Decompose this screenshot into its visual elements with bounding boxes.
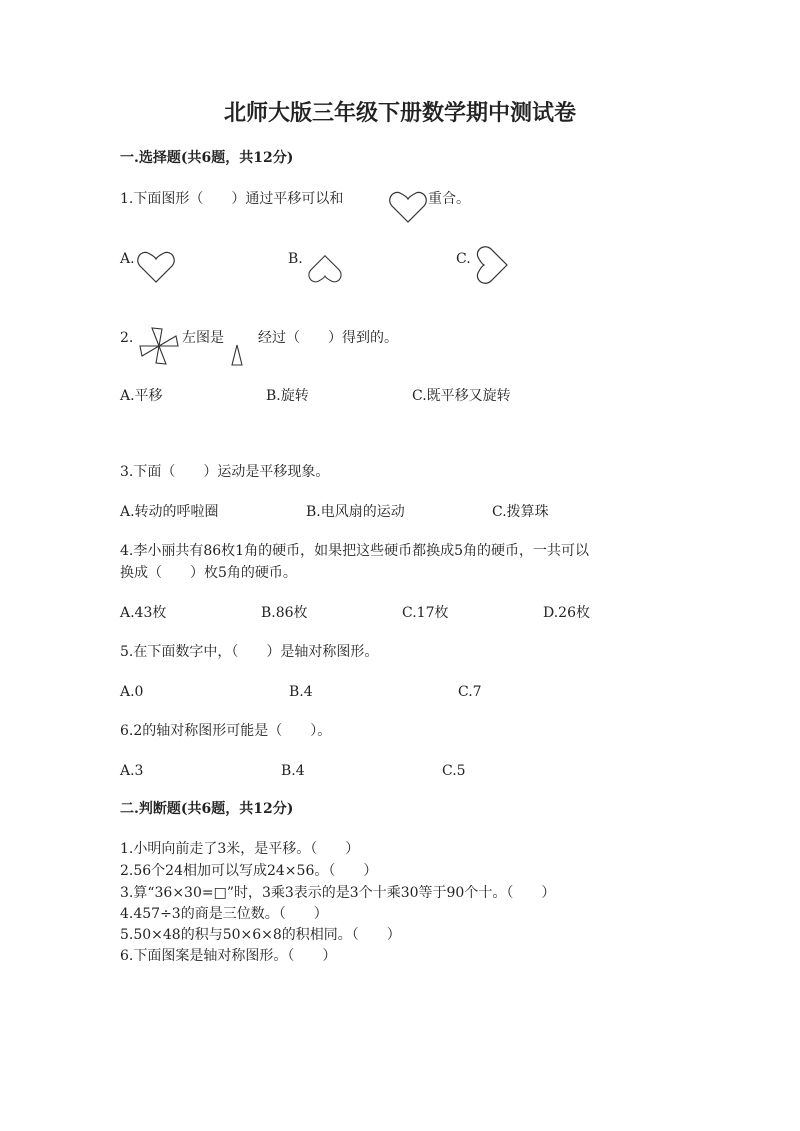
q6-option-b[interactable]: B.4 xyxy=(281,763,305,779)
section2-heading: 二.判断题(共6题，共12分) xyxy=(120,801,294,817)
q3-option-c[interactable]: C.拨算珠 xyxy=(492,504,549,520)
q1-option-b[interactable]: B. xyxy=(288,251,303,267)
q4-text-line1: 4.李小丽共有86枚1角的硬币，如果把这些硬币都换成5角的硬币，一共可以 xyxy=(120,543,589,559)
q5-option-a[interactable]: A.0 xyxy=(120,684,144,700)
q5-text: 5.在下面数字中，（ ）是轴对称图形。 xyxy=(120,644,379,660)
q2-option-b[interactable]: B.旋转 xyxy=(266,388,309,404)
q4-option-c[interactable]: C.17枚 xyxy=(402,605,449,621)
q1-text-after: 重合。 xyxy=(428,191,470,207)
q4-option-d[interactable]: D.26枚 xyxy=(543,605,590,621)
q1-text: 1.下面图形（ ）通过平移可以和 xyxy=(120,191,344,207)
triangle-blade-icon xyxy=(230,344,244,366)
judge-item-3[interactable]: 3.算“36×30=□”时，3乘3表示的是3个十乘30等于90个十。（ ） xyxy=(120,885,556,901)
section1-heading: 一.选择题(共6题，共12分) xyxy=(120,150,294,166)
q2-text-a: 左图是 xyxy=(182,330,224,346)
q3-option-b[interactable]: B.电风扇的运动 xyxy=(306,504,405,520)
heart-outline-icon xyxy=(388,190,428,224)
judge-item-2[interactable]: 2.56个24相加可以写成24×56。（ ） xyxy=(120,863,378,879)
q6-option-c[interactable]: C.5 xyxy=(442,763,466,779)
heart-outline-icon xyxy=(136,250,176,284)
pinwheel-icon xyxy=(138,326,180,366)
q2-option-a[interactable]: A.平移 xyxy=(120,388,163,404)
judge-item-6[interactable]: 6.下面图案是轴对称图形。（ ） xyxy=(120,948,337,964)
q2-text-b: 经过（ ）得到的。 xyxy=(258,330,398,346)
q5-option-b[interactable]: B.4 xyxy=(289,684,313,700)
heart-rotated-right-icon xyxy=(472,244,512,286)
q1-option-c[interactable]: C. xyxy=(456,251,471,267)
judge-item-4[interactable]: 4.457÷3的商是三位数。（ ） xyxy=(120,906,328,922)
q3-text: 3.下面（ ）运动是平移现象。 xyxy=(120,464,330,480)
q6-text: 6.2的轴对称图形可能是（ ）。 xyxy=(120,723,332,739)
q3-option-a[interactable]: A.转动的呼啦圈 xyxy=(120,504,219,520)
judge-item-1[interactable]: 1.小明向前走了3米，是平移。（ ） xyxy=(120,841,360,857)
q5-option-c[interactable]: C.7 xyxy=(458,684,482,700)
q4-option-b[interactable]: B.86枚 xyxy=(261,605,308,621)
q6-option-a[interactable]: A.3 xyxy=(120,763,144,779)
q4-text-line2: 换成（ ）枚5角的硬币。 xyxy=(120,565,297,581)
judge-item-5[interactable]: 5.50×48的积与50×6×8的积相同。（ ） xyxy=(120,927,401,943)
page-title: 北师大版三年级下册数学期中测试卷 xyxy=(223,100,576,126)
q1-option-a[interactable]: A. xyxy=(120,251,135,267)
q2-number: 2. xyxy=(120,330,134,346)
q2-option-c[interactable]: C.既平移又旋转 xyxy=(412,388,511,404)
q4-option-a[interactable]: A.43枚 xyxy=(120,605,167,621)
heart-rotated-down-icon xyxy=(304,254,346,284)
